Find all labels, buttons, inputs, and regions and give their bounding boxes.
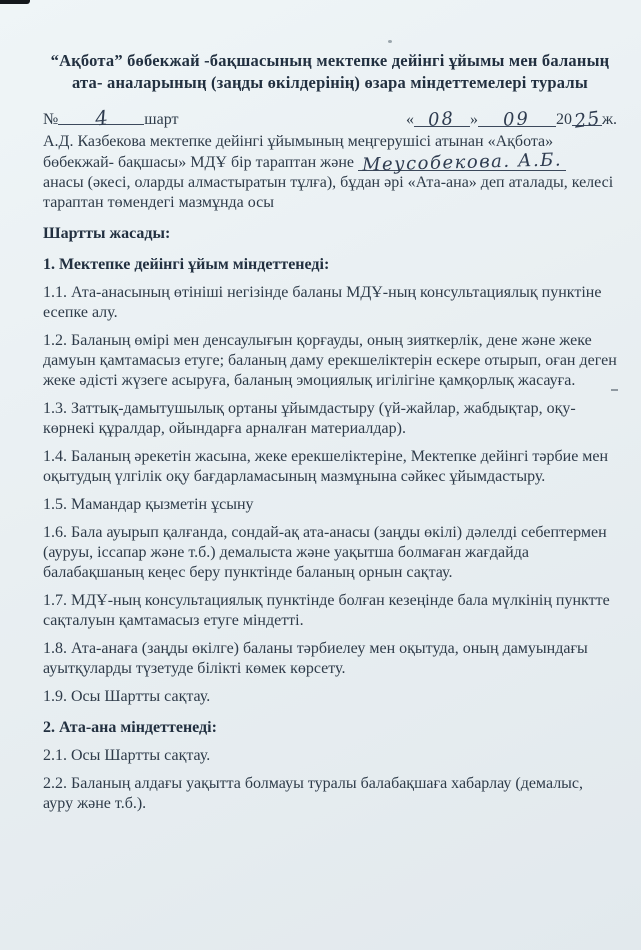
- clause-1-2: 1.2. Баланың өмірі мен денсаулығын қорғауды, оның зияткерлік, дене және жеке дамуын қамтамасыз етуге; баланың даму ерекшеліктерін ескере отырып, оған деген жеке әдісті жүзеге асыруға, баланың эмоциялық игілігіне қамқорлық жасауға.: [43, 332, 617, 389]
- document-body: [43, 50, 617, 814]
- clause-2-2: 2.2. Баланың алдағы уақытта болмауы туралы балабақшаға хабарлау (демалыс, ауру және т.б.).: [43, 775, 584, 812]
- paper-speck: [388, 40, 392, 43]
- close-quote: »: [469, 111, 478, 128]
- preamble-line2: [43, 149, 617, 176]
- clause-1-3: 1.3. Заттық-дамытушылық ортаны ұйымдастыру (үй-жайлар, жабдықтар, оқу-көрнекі құралдар, ойындарға арналған материалдар).: [43, 400, 576, 437]
- clause-1-7: 1.7. МДҰ-ның консультациялық пунктінде болған кезеңінде бала мүлкінің пунктте сақталуын қамтамасыз етуге міндетті.: [43, 592, 610, 629]
- section2-heading: 2. Ата-ана міндеттенеді:: [43, 719, 217, 736]
- contract-meta-line: [43, 105, 617, 133]
- photo-edge-artifact: [0, 0, 30, 4]
- clause-1-4: 1.4. Баланың әрекетін жасына, жеке ерекшеліктеріне, Мектепке дейінгі тәрбие мен оқытудың үлгілік оқу бағдарламасының мазмұнына сәйкес ұйымдастыру.: [43, 448, 609, 485]
- document-title-line2: ата- аналарының (заңды өкілдерінің) өзара міндеттемелері туралы: [72, 73, 588, 92]
- open-quote: «: [405, 111, 414, 128]
- year-printed: 20: [555, 111, 572, 128]
- handwritten-parent-name: Меусобекова. А.Б.: [361, 149, 563, 176]
- year-suffix: ж.: [601, 111, 617, 128]
- clause-2-1: 2.1. Осы Шартты сақтау.: [43, 747, 211, 764]
- made-heading: Шартты жасады:: [43, 225, 171, 242]
- document-title-line1: “Ақбота” бөбекжай -бақшасының мектепке дейінгі ұйымы мен баланың: [50, 51, 610, 70]
- contract-number-blank: [58, 105, 144, 131]
- preamble-rest: анасы (әкесі, оларды алмастыратын тұлға), бұдан әрі «Ата-ана» деп аталады, келесі тараптан төмендегі мазмұнда осы: [43, 174, 614, 211]
- preamble: [43, 132, 617, 213]
- preamble-line1: А.Д. Казбекова мектепке дейінгі ұйымының меңгерушісі атынан «Ақбота»: [43, 133, 554, 150]
- clause-1-9: 1.9. Осы Шартты сақтау.: [43, 688, 211, 705]
- handwritten-year: 25: [572, 107, 602, 133]
- contract-date-group: [405, 107, 617, 133]
- parent-name-blank: [358, 149, 566, 176]
- section1-heading: 1. Мектепке дейінгі ұйым міндеттенеді:: [43, 256, 330, 273]
- handwritten-month: 09: [502, 108, 531, 131]
- clause-1-5: 1.5. Мамандар қызметін ұсыну: [43, 496, 254, 513]
- month-blank: [478, 108, 556, 131]
- handwritten-day: 08: [427, 108, 457, 131]
- contract-number-group: [43, 107, 178, 130]
- number-label: №: [43, 111, 59, 128]
- year-blank: [572, 107, 602, 133]
- clause-1-8: 1.8. Ата-анаға (заңды өкілге) баланы тәрбиелеу мен оқытуда, оның дамуындағы ауытқуларды түзетуде білікті көмек көрсету.: [43, 640, 588, 677]
- preamble-line2-text: бөбекжай- бақшасы» МДҰ бір тараптан және: [43, 154, 354, 171]
- day-blank: [414, 108, 470, 131]
- handwritten-contract-number: 4: [93, 105, 109, 131]
- contract-word: шарт: [144, 111, 179, 128]
- clause-1-1: 1.1. Ата-анасының өтініші негізінде баланы МДҰ-ның консультациялық пунктіне есепке алу.: [43, 284, 602, 321]
- clause-1-6: 1.6. Бала ауырып қалғанда, сондай-ақ ата-анасы (заңды өкілі) дәлелді себептермен (ауруы, іссапар және т.б.) демалыста және уақытша болмаған жағдайда балабақшаның кеңес беру пунктінде баланың орнын сақтау.: [43, 524, 607, 581]
